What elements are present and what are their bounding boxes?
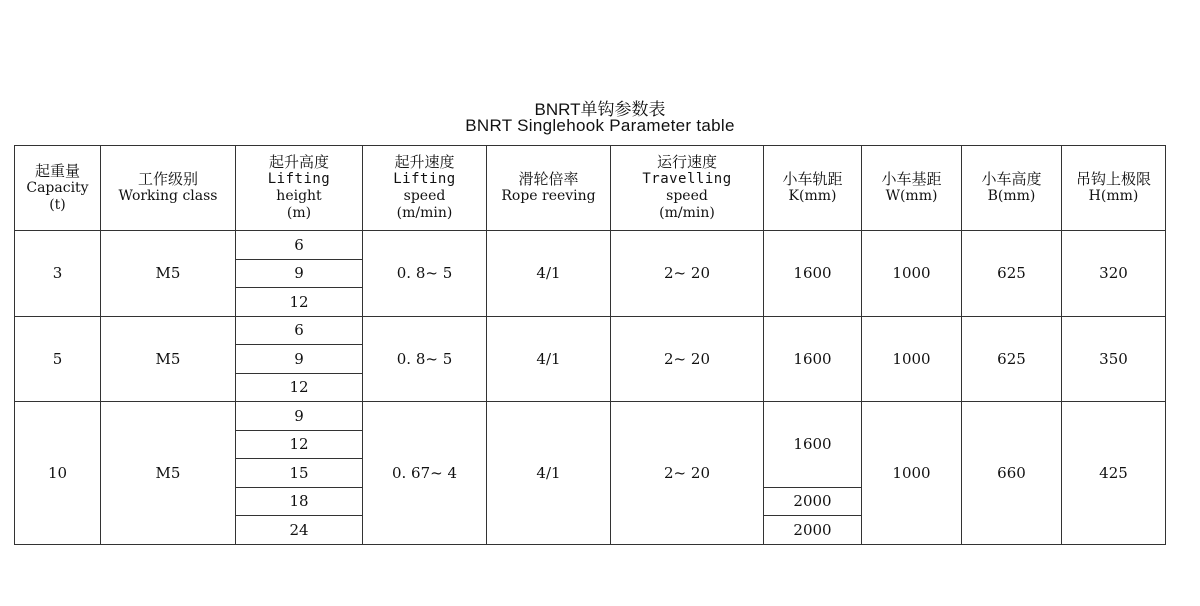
cell-reeving: 4/1 <box>487 402 611 545</box>
cell-w: 1000 <box>862 231 962 317</box>
header-working-class: 工作级别 Working class <box>101 146 236 231</box>
cell-k: 1600 <box>764 316 862 402</box>
cell-class: M5 <box>101 231 236 317</box>
header-lifting-height: 起升高度 Lifting height (m) <box>236 146 363 231</box>
cell-k: 1600 <box>764 402 862 488</box>
cell-travel-speed: 2~ 20 <box>611 402 764 545</box>
cell-w: 1000 <box>862 316 962 402</box>
cell-capacity: 3 <box>15 231 101 317</box>
cell-h: 320 <box>1062 231 1166 317</box>
cell-height: 18 <box>236 487 363 516</box>
cell-height: 12 <box>236 430 363 459</box>
cell-lift-speed: 0. 8~ 5 <box>363 316 487 402</box>
cell-travel-speed: 2~ 20 <box>611 316 764 402</box>
cell-k: 1600 <box>764 231 862 317</box>
cell-b: 625 <box>962 316 1062 402</box>
header-capacity: 起重量 Capacity (t) <box>15 146 101 231</box>
cell-h: 350 <box>1062 316 1166 402</box>
header-hook-limit: 吊钩上极限 H(mm) <box>1062 146 1166 231</box>
header-base-distance: 小车基距 W(mm) <box>862 146 962 231</box>
cell-height: 9 <box>236 259 363 288</box>
header-rope-reeving: 滑轮倍率 Rope reeving <box>487 146 611 231</box>
header-lifting-speed: 起升速度 Lifting speed (m/min) <box>363 146 487 231</box>
cell-k: 2000 <box>764 516 862 545</box>
cell-height: 9 <box>236 345 363 374</box>
cell-height: 6 <box>236 231 363 260</box>
cell-k: 2000 <box>764 487 862 516</box>
cell-reeving: 4/1 <box>487 316 611 402</box>
cell-height: 12 <box>236 288 363 317</box>
table-row <box>15 402 1166 431</box>
cell-class: M5 <box>101 316 236 402</box>
cell-h: 425 <box>1062 402 1166 545</box>
cell-height: 24 <box>236 516 363 545</box>
header-track-gauge: 小车轨距 K(mm) <box>764 146 862 231</box>
title-english: BNRT Singlehook Parameter table <box>465 116 735 135</box>
cell-height: 12 <box>236 373 363 402</box>
cell-b: 660 <box>962 402 1062 545</box>
title-chinese: BNRT单钩参数表 <box>534 100 666 119</box>
parameter-table <box>14 145 1166 545</box>
header-row <box>15 146 1166 231</box>
cell-capacity: 10 <box>15 402 101 545</box>
cell-travel-speed: 2~ 20 <box>611 231 764 317</box>
cell-class: M5 <box>101 402 236 545</box>
table-row <box>15 316 1166 345</box>
cell-b: 625 <box>962 231 1062 317</box>
cell-height: 15 <box>236 459 363 488</box>
cell-lift-speed: 0. 8~ 5 <box>363 231 487 317</box>
cell-reeving: 4/1 <box>487 231 611 317</box>
header-trolley-height: 小车高度 B(mm) <box>962 146 1062 231</box>
cell-w: 1000 <box>862 402 962 545</box>
cell-height: 6 <box>236 316 363 345</box>
table-row <box>15 231 1166 260</box>
header-travelling-speed: 运行速度 Travelling speed (m/min) <box>611 146 764 231</box>
cell-capacity: 5 <box>15 316 101 402</box>
cell-lift-speed: 0. 67~ 4 <box>363 402 487 545</box>
cell-height: 9 <box>236 402 363 431</box>
